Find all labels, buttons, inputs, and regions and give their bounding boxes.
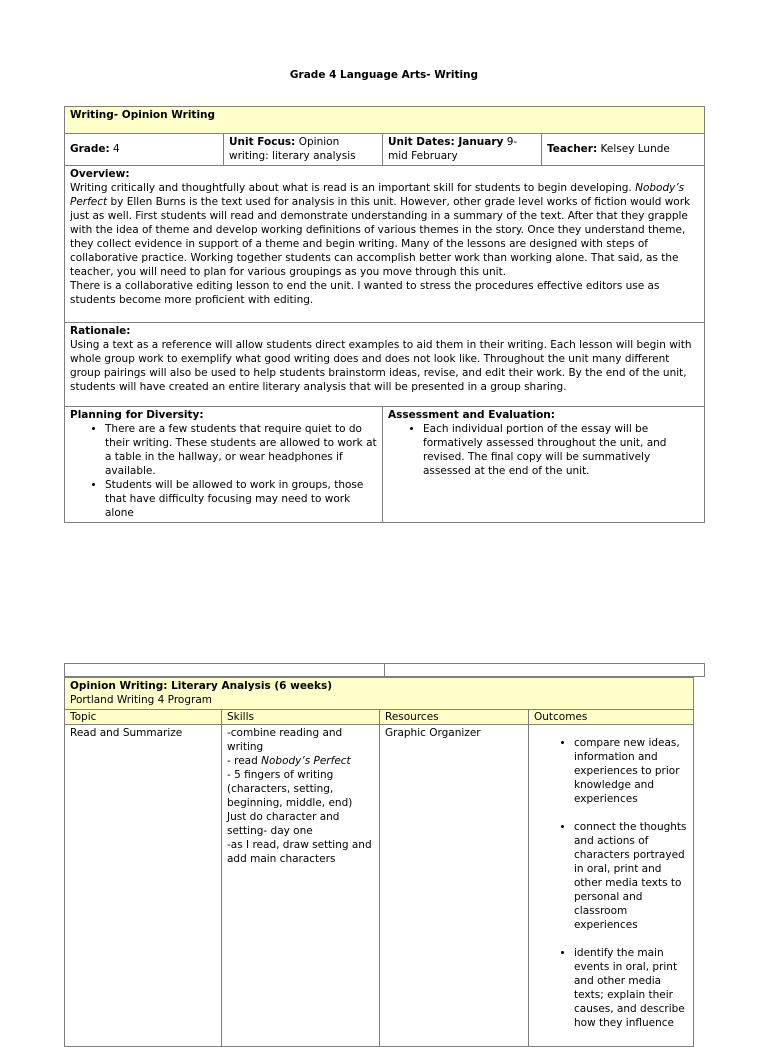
grade-label: Grade: — [70, 143, 110, 155]
program-name: Portland Writing 4 Program — [70, 694, 212, 706]
rationale-text: Using a text as a reference will allow students direct examples to aid them in their writing. Each lesson will begin with whole group work to exemplify what good writing does and does not look like. Throughout the unit many different group pairings will also be used to help students brainstorm ideas, revise, and edit their work. By the end of the unit, students will have created an entire literary analysis that will be presented in a group sharing. — [70, 339, 692, 393]
teacher-cell — [542, 134, 705, 166]
diversity-heading: Planning for Diversity: — [70, 409, 204, 421]
list-item: • identify the main events in oral, print and other media texts; explain their causes, and describe how they influence — [574, 946, 688, 1030]
unit-focus-value: Opinion writing: literary analysis — [229, 136, 356, 162]
book-title: Nobody’s Perfect — [261, 755, 351, 767]
list-item: • connect the thoughts and actions of characters portrayed in oral, print and other media texts to personal and classroom experiences — [574, 820, 688, 932]
empty-header-table — [64, 663, 705, 677]
overview-cell — [65, 166, 705, 323]
empty-cell — [65, 664, 385, 677]
topic-cell: Read and Summarize — [65, 725, 222, 1047]
teacher-label: Teacher: — [547, 143, 598, 155]
grade-cell — [65, 134, 224, 166]
resources-cell: Graphic Organizer — [380, 725, 529, 1047]
overview-paragraph-2: There is a collaborative editing lesson to end the unit. I wanted to stress the procedures effective editors use as students become more proficient with editing. — [70, 280, 660, 306]
plan-heading: Opinion Writing: Literary Analysis (6 weeks) — [70, 680, 333, 692]
unit-plan-table — [64, 677, 694, 1047]
assessment-cell — [383, 407, 705, 523]
list-item: • There are a few students that require quiet to do their writing. These students are allowed to work at a table in the hallway, or wear headphones if available. — [105, 422, 377, 478]
outcomes-cell — [529, 725, 694, 1047]
column-header: Skills — [222, 710, 380, 725]
overview-paragraph: Writing critically and thoughtfully about what is read is an important skill for students to begin developing. Nobody’s Perfect by Ellen Burns is the text used for analysis in this unit. However, other grade level works of fiction would work just as well. First students will read and demonstrate understanding in a summary of the text. After that they grapple with the idea of theme and develop working definitions of various themes in the story. Once they understand theme, they collect evidence in support of a theme and begin writing. Many of the lessons are designed with steps of collaborative practice. Working together students can accomplish better work than working alone. That said, as the teacher, you will need to plan for various groupings as you move through this unit. — [70, 182, 691, 278]
unit-focus-cell — [224, 134, 383, 166]
unit-dates-label: Unit Dates: January — [388, 136, 504, 148]
skills-cell: -combine reading and writing - read Nobody’s Perfect - 5 fingers of writing (characters, setting, beginning, middle, end) Just do character and setting- day one -as I read, draw setting and add main characters — [222, 725, 380, 1047]
plan-heading-cell — [65, 678, 694, 710]
rationale-heading: Rationale: — [70, 325, 131, 337]
unit-dates-cell — [383, 134, 542, 166]
column-header: Outcomes — [529, 710, 694, 725]
overview-heading: Overview: — [70, 168, 130, 180]
diversity-cell — [65, 407, 383, 523]
list-item: • Students will be allowed to work in groups, those that have difficulty focusing may need to work alone — [105, 478, 377, 520]
unit-dates-value: 9-mid February — [388, 136, 518, 162]
unit-overview-table — [64, 106, 705, 523]
outcomes-list — [534, 736, 688, 1030]
rationale-cell — [65, 323, 705, 407]
book-title: Nobody’s Perfect — [70, 182, 685, 208]
list-item: • compare new ideas, information and experiences to prior knowledge and experiences — [574, 736, 688, 806]
document-title: Grade 4 Language Arts- Writing — [289, 69, 479, 81]
grade-value: 4 — [109, 143, 120, 155]
assessment-heading: Assessment and Evaluation: — [388, 409, 555, 421]
teacher-value: Kelsey Lunde — [597, 143, 670, 155]
empty-cell — [385, 664, 705, 677]
column-header: Topic — [65, 710, 222, 725]
assessment-list — [388, 422, 699, 478]
diversity-list — [70, 422, 377, 520]
unit-focus-label: Unit Focus: — [229, 136, 296, 148]
column-header: Resources — [380, 710, 529, 725]
list-item: • Each individual portion of the essay will be formatively assessed throughout the unit, and revised. The final copy will be summatively assessed at the end of the unit. — [423, 422, 699, 478]
unit-heading: Writing- Opinion Writing — [70, 109, 216, 121]
unit-heading-cell — [65, 107, 705, 134]
